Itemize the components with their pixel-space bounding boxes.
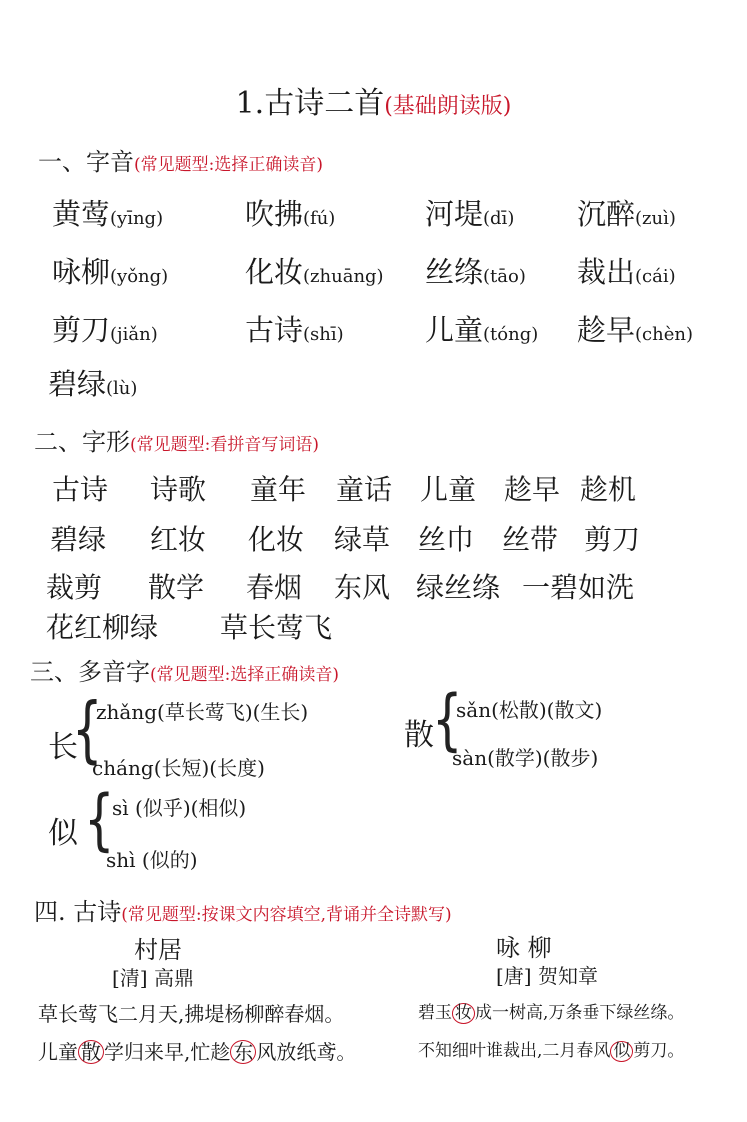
circled-char: 似 [610,1041,633,1062]
poem-author: [唐] 贺知章 [496,964,598,988]
word-item: 碧绿 [50,523,107,556]
poem-title: 村居 [134,936,182,964]
brace: { [72,688,103,772]
word-item: 绿丝绦 [416,571,501,604]
pinyin-item: 吹拂(fú) [245,197,336,231]
word-item: 趁机 [580,473,637,506]
circled-char: 散 [78,1040,104,1064]
word-item: 东风 [334,571,391,604]
poem-title: 咏 柳 [496,934,552,962]
word-item: 化妆 [248,523,305,556]
section1-note: (常见题型:选择正确读音) [134,155,323,175]
polyphone-char: 散 [404,718,434,753]
title-main: 1.古诗二首 [235,86,385,121]
poem-line: 草长莺飞二月天,拂堤杨柳醉春烟。 [38,1002,345,1026]
polyphone-line: shì (似的) [106,848,198,872]
section4-note: (常见题型:按课文内容填空,背诵并全诗默写) [121,905,452,925]
word-item: 诗歌 [150,473,207,506]
poem-line: 不知细叶谁裁出,二月春风 似 剪刀。 [418,1041,685,1061]
section3-note: (常见题型:选择正确读音) [150,665,339,685]
word-item: 草长莺飞 [220,611,333,644]
word-item: 红妆 [150,523,207,556]
polyphone-line: zhǎng(草长莺飞)(生长) [96,700,309,724]
brace: { [84,780,115,860]
word-item: 花红柳绿 [46,611,159,644]
pinyin-item: 剪刀(jiǎn) [52,313,158,347]
polyphone-line: sì (似乎)(相似) [112,796,247,820]
word-item: 儿童 [420,473,477,506]
pinyin-item: 咏柳(yǒng) [52,255,169,289]
poem-author: [清] 高鼎 [112,966,194,990]
circled-char: 东 [230,1040,256,1064]
polyphone-line: cháng(长短)(长度) [92,756,265,780]
section1-heading: 一、字音(常见题型:选择正确读音) [38,148,323,176]
word-item: 裁剪 [46,571,103,604]
word-item: 趁早 [504,473,561,506]
title-note: (基础朗读版) [384,94,512,119]
word-item: 剪刀 [584,523,641,556]
pinyin-item: 沉醉(zuì) [577,197,676,231]
pinyin-item: 裁出(cái) [577,255,676,289]
word-item: 绿草 [334,523,391,556]
circled-char: 妆 [452,1003,475,1024]
word-item: 童话 [336,473,393,506]
word-item: 古诗 [52,473,109,506]
polyphone-line: sàn(散学)(散步) [452,746,599,770]
pinyin-item: 碧绿(lù) [48,367,138,401]
section2-note: (常见题型:看拼音写词语) [130,435,319,455]
section2-heading: 二、字形(常见题型:看拼音写词语) [34,428,319,456]
pinyin-item: 儿童(tóng) [425,313,539,347]
word-item: 散学 [148,571,205,604]
pinyin-item: 河堤(dī) [425,197,515,231]
pinyin-item: 化妆(zhuāng) [245,255,384,289]
word-item: 一碧如洗 [522,571,635,604]
pinyin-item: 黄莺(yīng) [52,197,164,231]
polyphone-char: 似 [48,816,78,851]
polyphone-line: sǎn(松散)(散文) [456,698,603,722]
pinyin-item: 丝绦(tāo) [425,255,526,289]
section4-heading: 四. 古诗(常见题型:按课文内容填空,背诵并全诗默写) [34,898,452,926]
word-item: 丝带 [502,523,559,556]
section3-heading: 三、多音字(常见题型:选择正确读音) [30,658,339,686]
page-title [0,78,747,122]
pinyin-item: 趁早(chèn) [577,313,693,347]
poem-line: 碧玉 妆 成一树高,万条垂下绿丝绦。 [418,1003,685,1023]
word-item: 童年 [250,473,307,506]
polyphone-char: 长 [48,730,78,765]
poem-line: 儿童 散 学归来早,忙趁 东 风放纸鸢。 [38,1040,357,1064]
pinyin-item: 古诗(shī) [245,313,344,347]
brace: { [432,680,463,760]
word-item: 丝巾 [418,523,475,556]
word-item: 春烟 [246,571,303,604]
